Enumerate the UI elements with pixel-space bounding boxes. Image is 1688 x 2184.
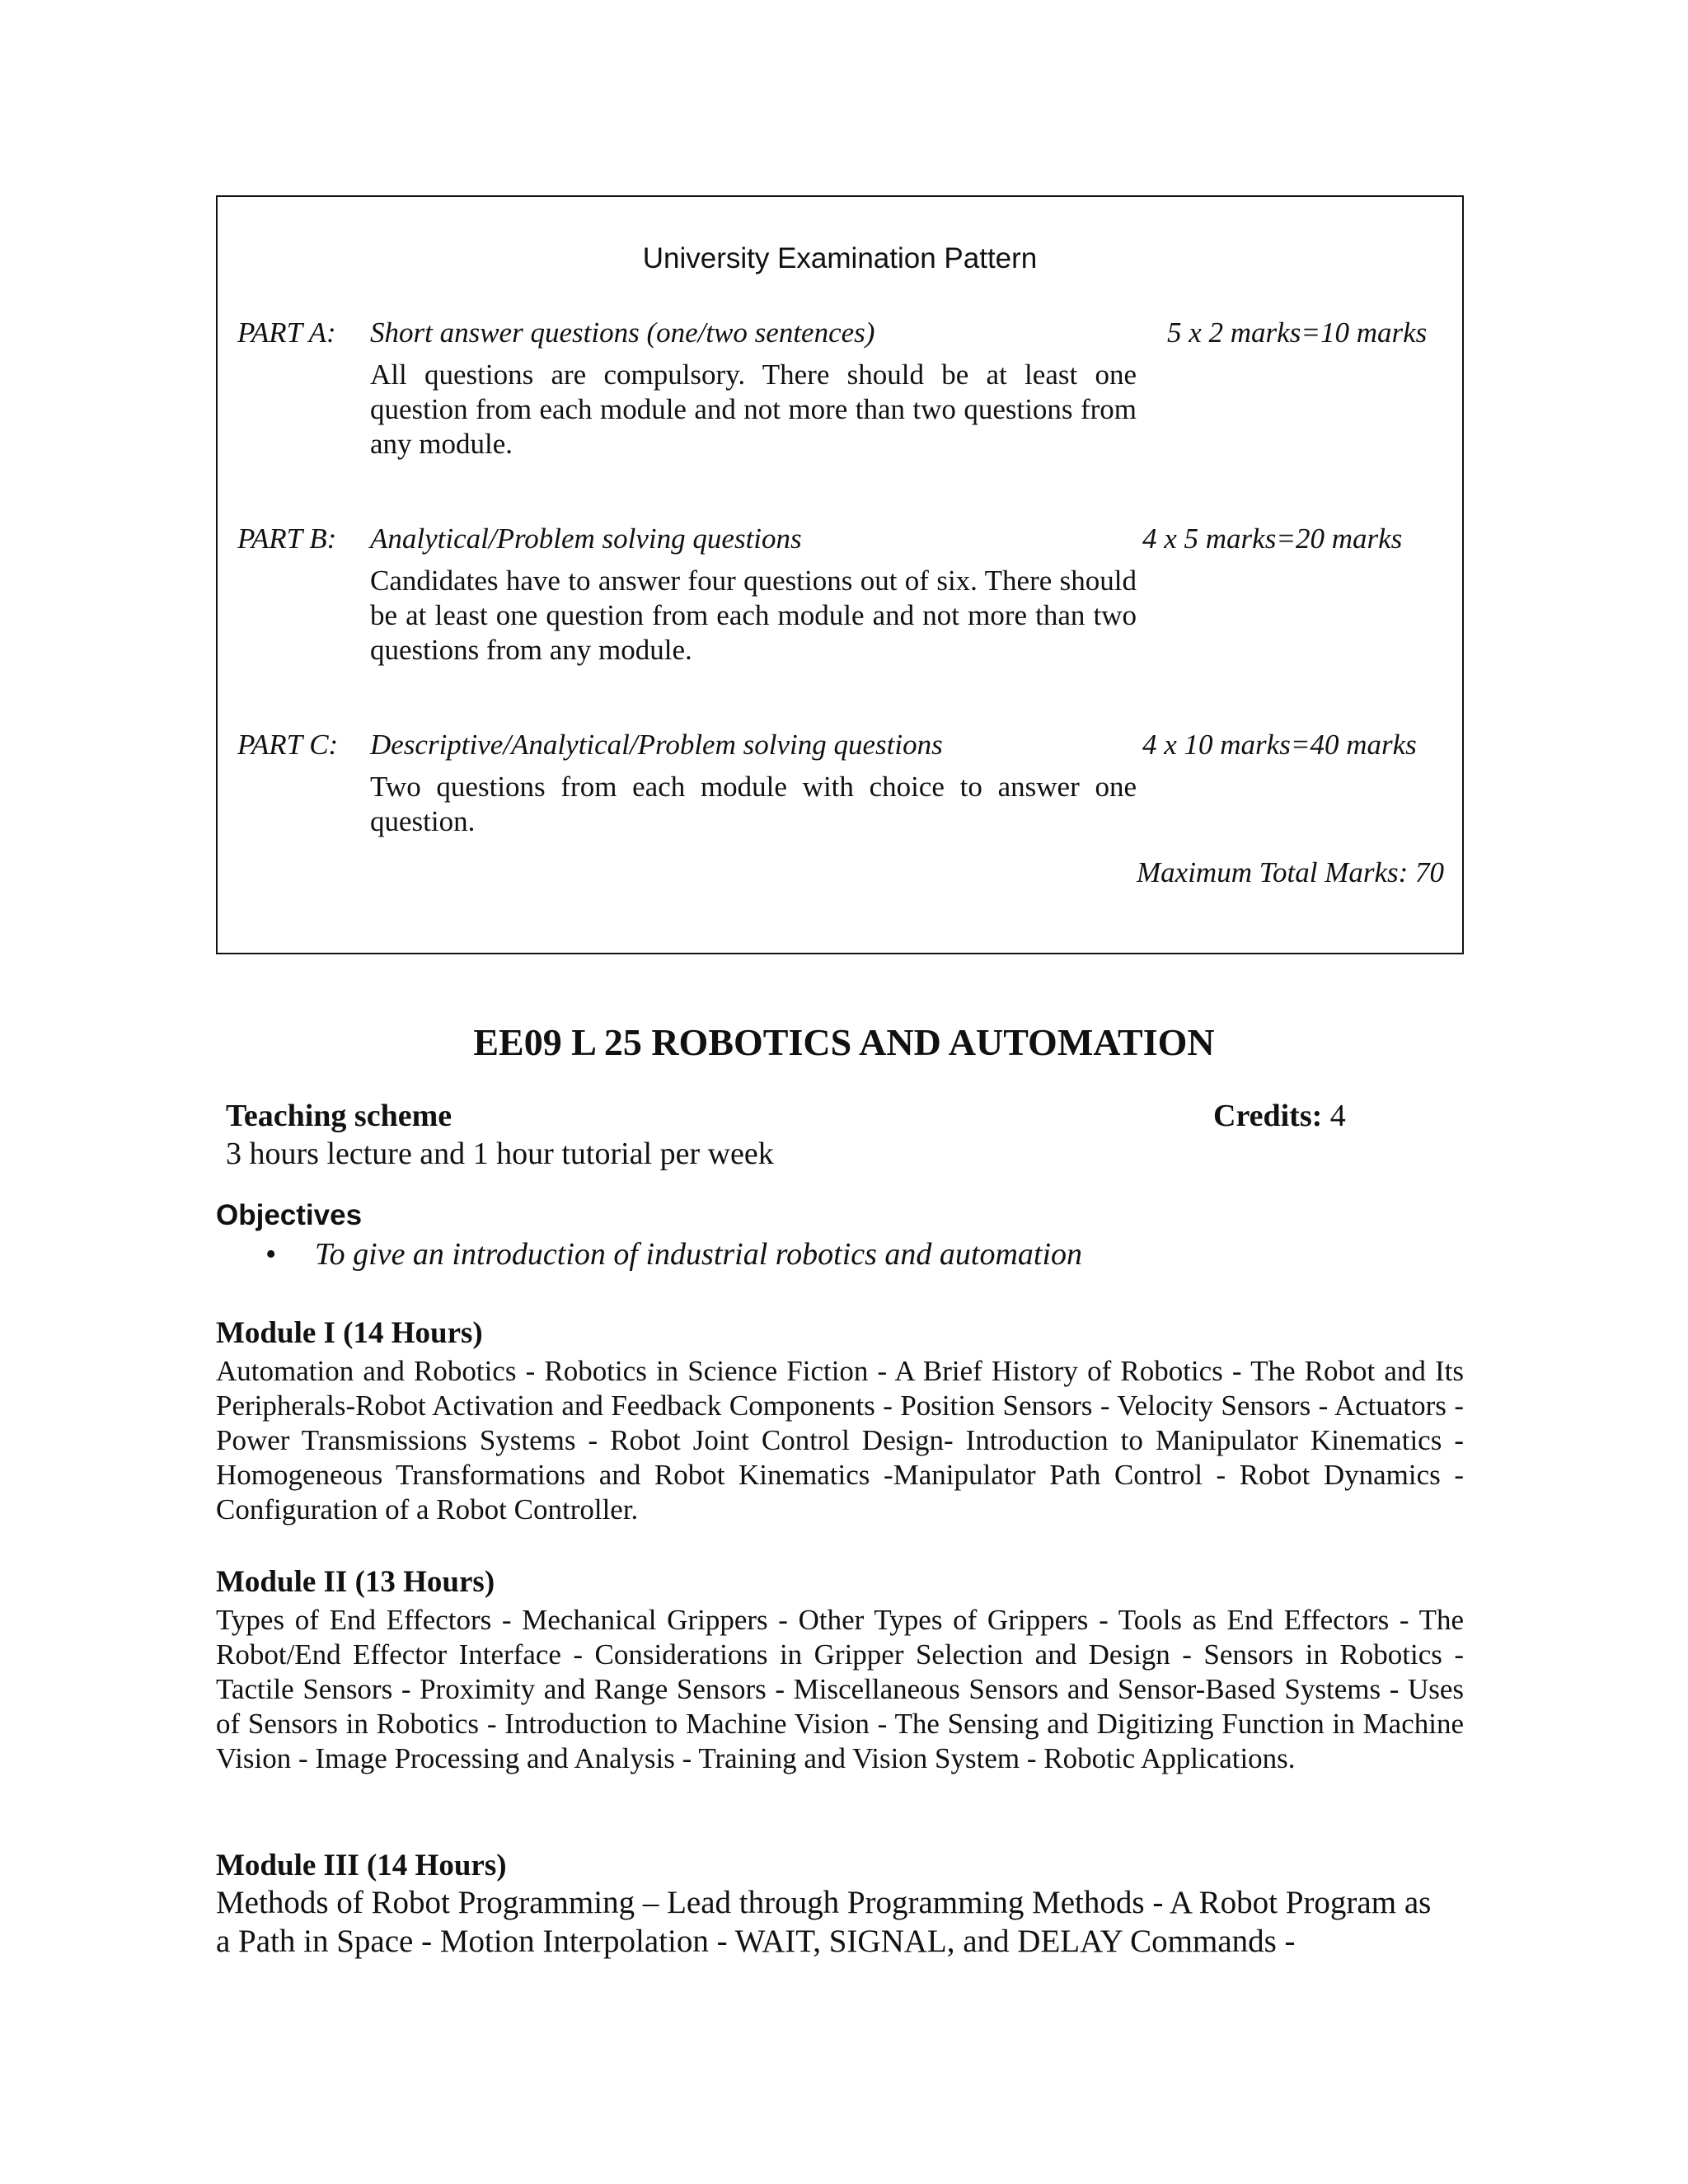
part-b-description: Candidates have to answer four questions out of six. There should be at least one question from each module and not more than two questions from any module. xyxy=(370,565,1137,666)
objective-item xyxy=(265,1236,1082,1272)
part-b-marks: 4 x 5 marks=20 marks xyxy=(1142,523,1403,555)
objectives-heading: Objectives xyxy=(216,1199,363,1231)
exam-pattern-title: University Examination Pattern xyxy=(642,242,1038,274)
module-2-title: Module II (13 Hours) xyxy=(216,1565,495,1599)
module-3-text: Methods of Robot Programming – Lead through Programming Methods - A Robot Program as a Path in Space - Motion Interpolation - WAIT, SIGNAL, and DELAY Commands - xyxy=(216,1885,1432,1959)
module-3-title: Module III (14 Hours) xyxy=(216,1849,507,1882)
module-2-text: Types of End Effectors - Mechanical Grippers - Other Types of Grippers - Tools as End Effectors - The Robot/End Effector Interface - Considerations in Gripper Selection and Design - Sensors in Robotics - Tactile Sensors - Proximity and Range Sensors - Miscellaneous Sensors and Sensor-Based Systems - Uses of Sensors in Robotics - Introduction to Machine Vision - The Sensing and Digitizing Function in Machine Vision - Image Processing and Analysis - Training and Vision System - Robotic Applications. xyxy=(216,1604,1464,1774)
bullet-icon: • xyxy=(265,1237,277,1272)
maximum-total-marks: Maximum Total Marks: 70 xyxy=(1137,856,1445,888)
course-title: EE09 L 25 ROBOTICS AND AUTOMATION xyxy=(473,1021,1215,1063)
credits-label: Credits: xyxy=(1213,1099,1323,1133)
part-c-heading: Descriptive/Analytical/Problem solving questions xyxy=(370,729,943,761)
part-c-label: PART C: xyxy=(237,729,339,761)
part-a-marks: 5 x 2 marks=10 marks xyxy=(1167,316,1428,349)
part-a-label: PART A: xyxy=(237,316,336,349)
teaching-scheme-heading: Teaching scheme xyxy=(226,1099,452,1133)
exam-pattern-box xyxy=(216,195,1464,954)
credits-value: 4 xyxy=(1322,1099,1346,1133)
part-a-heading: Short answer questions (one/two sentences) xyxy=(370,316,875,349)
part-b-label: PART B: xyxy=(237,523,337,555)
module-1-text: Automation and Robotics - Robotics in Science Fiction - A Brief History of Robotics - The Robot and Its Peripherals-Robot Activation and Feedback Components - Position Sensors - Velocity Sensors - Actuators - Power Transmissions Systems - Robot Joint Control Design- Introduction to Manipulator Kinematics - Homogeneous Transformations and Robot Kinematics -Manipulator Path Control - Robot Dynamics - Configuration of a Robot Controller. xyxy=(216,1355,1464,1526)
objective-text: To give an introduction of industrial robotics and automation xyxy=(315,1237,1083,1272)
teaching-scheme-text: 3 hours lecture and 1 hour tutorial per week xyxy=(226,1137,774,1171)
credits xyxy=(1213,1098,1346,1134)
part-a-description: All questions are compulsory. There should be at least one question from each module and not more than two questions from any module. xyxy=(370,359,1137,460)
part-b-heading: Analytical/Problem solving questions xyxy=(370,523,802,555)
module-1-title: Module I (14 Hours) xyxy=(216,1316,483,1350)
part-c-description: Two questions from each module with choice to answer one question. xyxy=(370,771,1137,837)
part-c-marks: 4 x 10 marks=40 marks xyxy=(1142,729,1417,761)
